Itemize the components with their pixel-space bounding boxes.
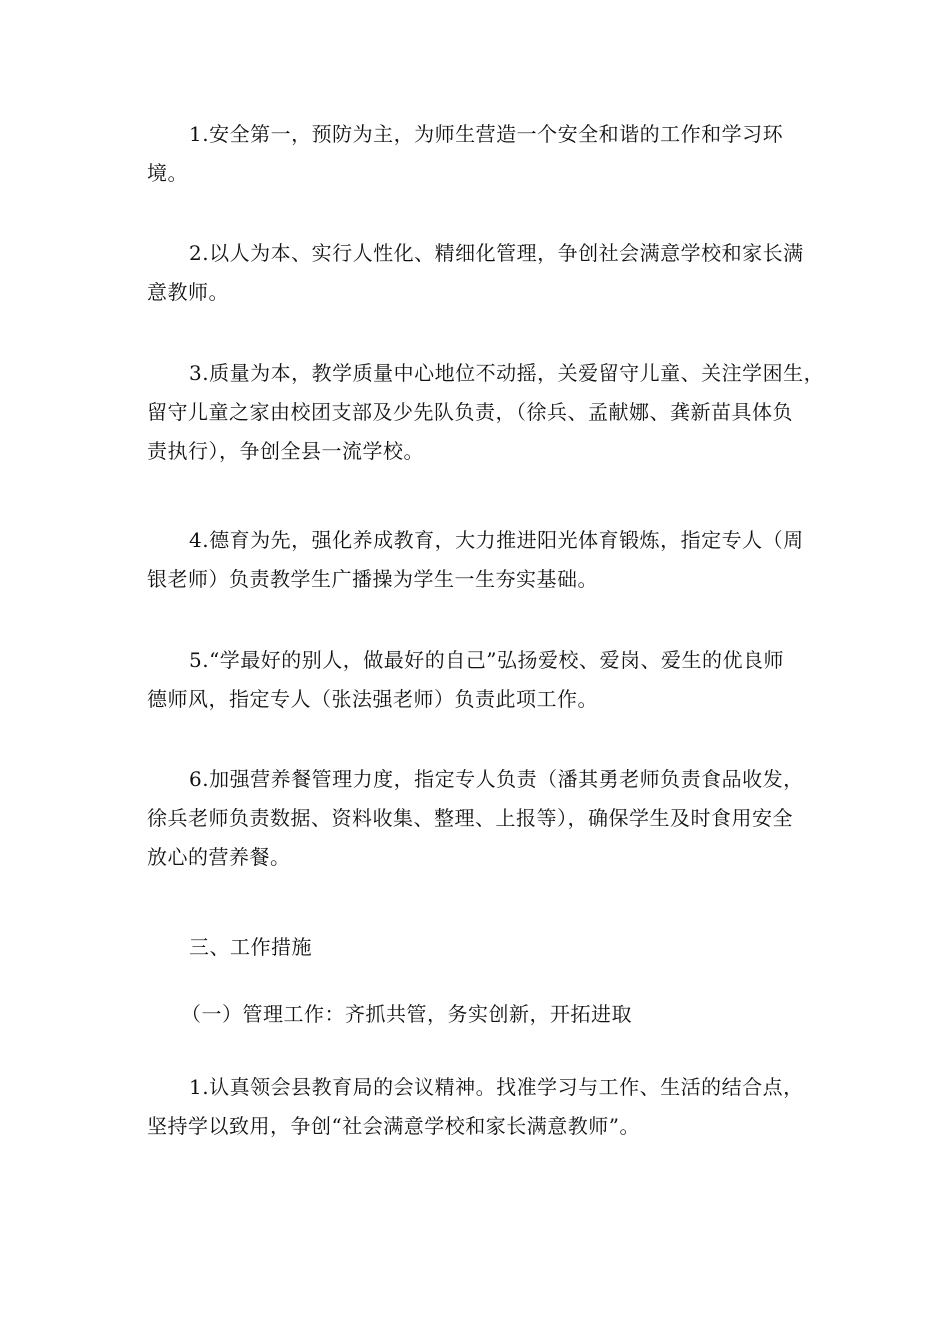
goal-item-1-line-2: 境。: [147, 161, 188, 185]
section-heading: 三、工作措施: [189, 935, 312, 959]
goal-item-6-line-2: 徐兵老师负责数据、资料收集、整理、上报等），确保学生及时食用安全: [147, 806, 793, 830]
goal-item-4: [147, 521, 817, 599]
goal-item-1-line-1: 1.安全第一，预防为主，为师生营造一个安全和谐的工作和学习环: [189, 122, 784, 146]
goal-item-2: [147, 234, 817, 312]
measure-item-1: [147, 1068, 817, 1146]
goal-item-5-line-1: 5.“学最好的别人，做最好的自己”弘扬爱校、爱岗、爱生的优良师: [189, 648, 785, 672]
goal-item-6-line-3: 放心的营养餐。: [147, 845, 291, 869]
goal-item-2-line-1: 2.以人为本、实行人性化、精细化管理，争创社会满意学校和家长满: [189, 241, 804, 265]
goal-item-2-line-2: 意教师。: [147, 280, 229, 304]
measure-item-1-line-1: 1.认真领会县教育局的会议精神。找准学习与工作、生活的结合点，: [189, 1075, 804, 1099]
subsection-heading: （一）管理工作：齐抓共管，务实创新，开拓进取: [181, 1002, 632, 1026]
goal-item-4-line-1: 4.德育为先，强化养成教育，大力推进阳光体育锻炼，指定专人（周: [189, 528, 804, 552]
goal-item-6: [147, 760, 817, 877]
goal-item-6-line-1: 6.加强营养餐管理力度，指定专人负责（潘其勇老师负责食品收发，: [189, 767, 804, 791]
goal-item-3-line-3: 责执行），争创全县一流学校。: [147, 439, 424, 463]
goal-item-5: [147, 641, 817, 719]
goal-item-4-line-2: 银老师）负责教学生广播操为学生一生夯实基础。: [147, 567, 598, 591]
goal-item-3-line-1: 3.质量为本，教学质量中心地位不动摇，关爱留守儿童、关注学困生，: [189, 361, 825, 385]
goal-item-5-line-2: 德师风，指定专人（张法强老师）负责此项工作。: [147, 687, 598, 711]
goal-item-3-line-2: 留守儿童之家由校团支部及少先队负责，（徐兵、孟献娜、龚新苗具体负: [147, 400, 793, 424]
measure-item-1-line-2: 坚持学以致用，争创“社会满意学校和家长满意教师”。: [147, 1114, 640, 1138]
goal-item-1: [147, 115, 817, 193]
goal-item-3: [147, 354, 825, 471]
